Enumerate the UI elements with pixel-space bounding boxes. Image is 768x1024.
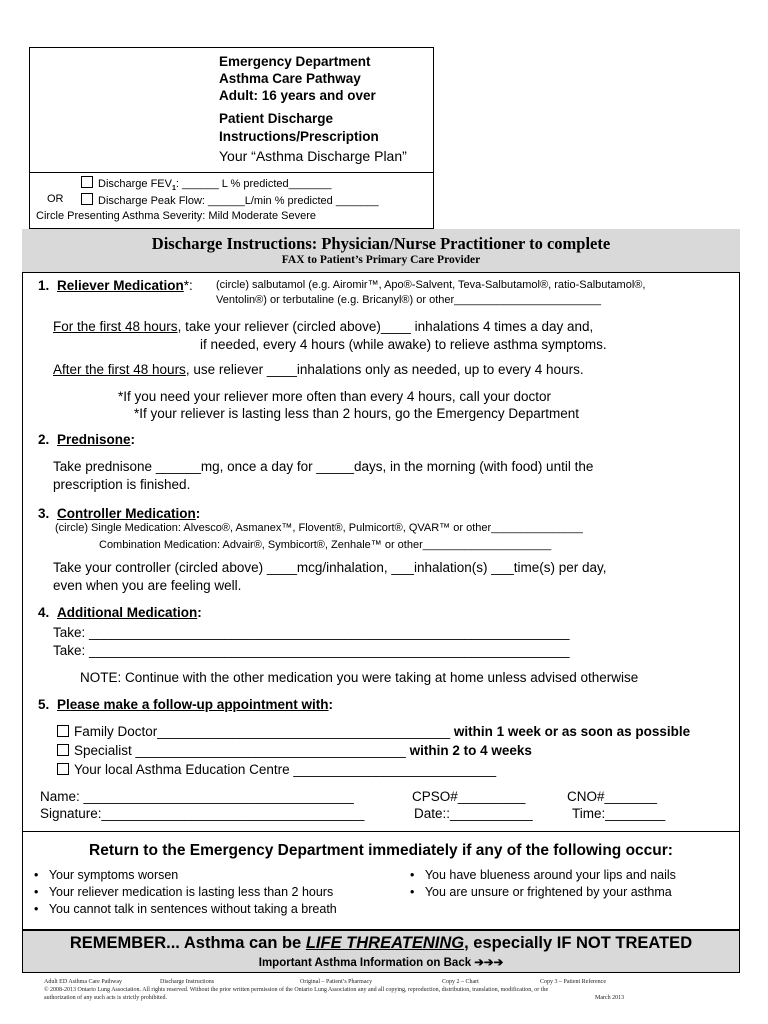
specialist-checkbox[interactable]	[57, 744, 69, 756]
remember-subtext: Important Asthma Information on Back ➔➔➔	[258, 957, 504, 969]
list-item: • You are unsure or frightened by your asthma	[410, 885, 672, 899]
s4-take-2: Take: ________________________________________________________________	[53, 643, 570, 658]
list-item: • Your reliever medication is lasting less than 2 hours	[34, 885, 334, 899]
footer-date: March 2013	[595, 995, 625, 1001]
cno-field[interactable]: CNO#_______	[567, 789, 658, 804]
s1-warning-2: *If your reliever is lasting less than 2 hours, go the Emergency Department	[134, 406, 579, 421]
fev1-checkbox[interactable]	[81, 176, 93, 188]
s3-combo-meds: Combination Medication: Advair®, Symbicort®, Zenhale™ or other_____________________	[99, 539, 552, 551]
return-list-right	[410, 867, 676, 901]
s1-meds-line-1: (circle) salbutamol (e.g. Airomir™, Apo®-Salvent, Teva-Salbutamol®, ratio-Salbutamol®,	[216, 279, 646, 291]
remember-text: REMEMBER... Asthma can be LIFE THREATENING, especially IF NOT TREATED	[69, 934, 693, 952]
s3-line-1: Take your controller (circled above) ____mcg/inhalation, ___inhalation(s) ___time(s) per day,	[53, 560, 607, 575]
s2-line-2: prescription is finished.	[53, 477, 191, 492]
specialist-timeframe: within 2 to 4 weeks	[409, 743, 532, 758]
cpso-field[interactable]: CPSO#_________	[412, 789, 526, 804]
s4-note: NOTE: Continue with the other medication you were taking at home unless advised otherwise	[80, 670, 639, 685]
s2-line-1: Take prednisone ______mg, once a day for _____days, in the morning (with food) until the	[53, 459, 594, 474]
or-label: OR	[47, 193, 64, 205]
list-item: • Your symptoms worsen	[34, 868, 179, 882]
return-divider	[22, 831, 740, 832]
header-divider	[29, 172, 434, 173]
s1-after48: After the first 48 hours, use reliever ____inhalations only as needed, up to every 4 hours.	[53, 362, 584, 377]
education-centre-checkbox[interactable]	[57, 763, 69, 775]
date-field[interactable]: Date::___________	[414, 806, 533, 821]
header-title-1: Emergency Department	[219, 54, 371, 69]
signature-field[interactable]: Signature:___________________________________	[40, 806, 365, 821]
footer-copyright: © 2008-2013 Ontario Lung Association. All rights reserved. Without the prior written permission of the Ontario Lung Association any and all copying, reproduction, distribution, translation, modification, or the	[44, 987, 549, 993]
fev1-label: Discharge FEV	[98, 178, 172, 190]
time-field[interactable]: Time:________	[572, 806, 666, 821]
peak-flow-row	[81, 193, 379, 207]
return-list-left	[34, 867, 337, 918]
return-heading: Return to the Emergency Department immediately if any of the following occur:	[89, 842, 673, 859]
peak-flow-field: Discharge Peak Flow: ______L/min % predicted _______	[98, 195, 379, 207]
footer-instructions: Discharge Instructions	[160, 979, 215, 985]
s5-heading: Please make a follow-up appointment with:	[57, 697, 334, 712]
footer-pathway: Adult ED Asthma Care Pathway	[44, 979, 122, 985]
s5-num: 5.	[38, 697, 50, 712]
footer-copy-3: Copy 3 – Patient Reference	[540, 979, 606, 985]
s1-first48: For the first 48 hours, take your reliever (circled above)____ inhalations 4 times a day and,	[53, 319, 594, 334]
s5-option-specialist: Specialist ____________________________________ within 2 to 4 weeks	[57, 743, 532, 758]
fev1-field: : ______ L % predicted_______	[175, 178, 332, 190]
s1-num: 1.	[38, 278, 50, 293]
s3-num: 3.	[38, 506, 50, 521]
severity-row: Circle Presenting Asthma Severity: Mild Moderate Severe	[36, 210, 317, 222]
header-title-6: Your “Asthma Discharge Plan”	[219, 148, 407, 164]
s5-option-education-centre: Your local Asthma Education Centre ___________________________	[57, 762, 496, 777]
list-item: • You cannot talk in sentences without taking a breath	[34, 902, 337, 916]
header-title-5: Instructions/Prescription	[219, 129, 379, 144]
s3-heading: Controller Medication:	[57, 506, 201, 521]
family-doctor-checkbox[interactable]	[57, 725, 69, 737]
s4-num: 4.	[38, 605, 50, 620]
footer-copy-2: Copy 2 – Chart	[442, 979, 479, 985]
s3-single-meds: (circle) Single Medication: Alvesco®, Asmanex™, Flovent®, Pulmicort®, QVAR™ or other_______________	[55, 522, 583, 534]
s4-heading: Additional Medication:	[57, 605, 202, 620]
s1-heading: Reliever Medication*:	[57, 278, 193, 293]
s2-num: 2.	[38, 432, 50, 447]
s3-line-2: even when you are feeling well.	[53, 578, 242, 593]
header-title-2: Asthma Care Pathway	[219, 71, 361, 86]
s1-meds-line-2: Ventolin®) or terbutaline (e.g. Bricanyl®) or other________________________	[216, 294, 601, 306]
name-field[interactable]: Name: ____________________________________	[40, 789, 354, 804]
s5-option-family-doctor: Family Doctor_______________________________________ within 1 week or as soon as possible	[57, 724, 690, 739]
s2-heading: Prednisone:	[57, 432, 136, 447]
s1-warning-1: *If you need your reliever more often than every 4 hours, call your doctor	[118, 389, 551, 404]
header-title-3: Adult: 16 years and over	[219, 88, 376, 103]
list-item: • You have blueness around your lips and nails	[410, 868, 676, 882]
s1-first48-line-2: if needed, every 4 hours (while awake) to relieve asthma symptoms.	[200, 337, 607, 352]
header-title-4: Patient Discharge	[219, 111, 334, 126]
peak-flow-checkbox[interactable]	[81, 193, 93, 205]
footer-prohibited: authorization of any such acts is strictly prohibited.	[44, 995, 167, 1001]
family-doctor-timeframe: within 1 week or as soon as possible	[453, 724, 691, 739]
s4-take-1: Take: ________________________________________________________________	[53, 625, 570, 640]
footer-original: Original – Patient’s Pharmacy	[300, 979, 373, 985]
band-title: Discharge Instructions: Physician/Nurse Practitioner to complete	[151, 234, 611, 253]
band-subtitle: FAX to Patient’s Primary Care Provider	[281, 254, 481, 266]
fev1-row	[81, 176, 331, 192]
fev1-subscript: 1	[171, 185, 176, 193]
